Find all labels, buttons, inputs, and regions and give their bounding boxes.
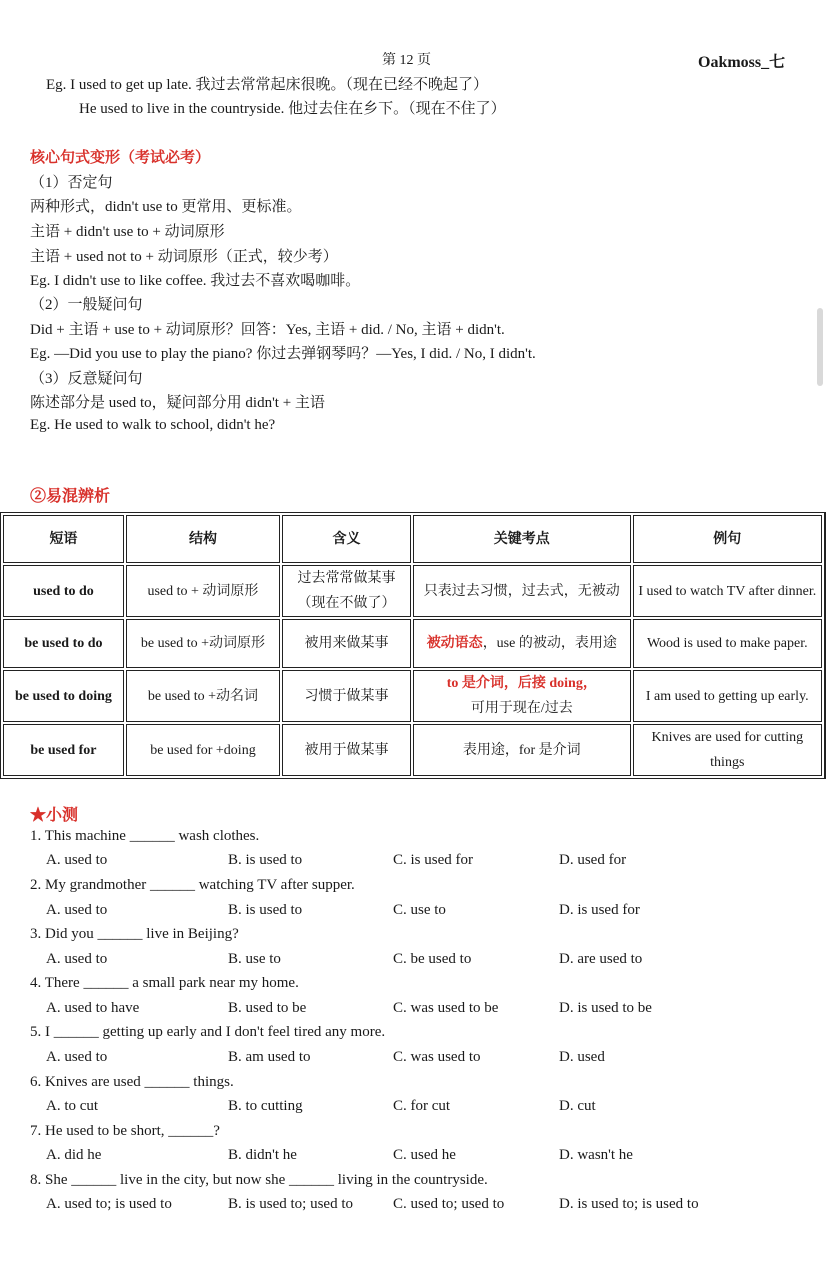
option-a: A. to cut xyxy=(46,1098,99,1114)
option-a: A. used to; is used to xyxy=(46,1196,172,1212)
header-phrase: 短语 xyxy=(3,515,124,563)
core-section-title: 核心句式变形（考试必考） xyxy=(30,150,211,166)
table-row xyxy=(3,670,822,722)
brand-label: Oakmoss_七 xyxy=(698,54,786,71)
option-b: B. is used to xyxy=(228,852,303,868)
cell-key-point-text: 可用于现在/过去 xyxy=(470,701,573,716)
table-row xyxy=(3,619,822,668)
option-c: C. used he xyxy=(393,1147,456,1163)
option-d: D. is used for xyxy=(559,902,640,918)
option-d: D. is used to; is used to xyxy=(559,1196,699,1212)
option-b: B. use to xyxy=(228,951,281,967)
option-c: C. was used to be xyxy=(393,1000,499,1016)
cell-meaning: 被用于做某事 xyxy=(282,724,411,776)
option-c: C. use to xyxy=(393,902,446,918)
cell-example: Knives are used for cutting things xyxy=(633,724,822,776)
cell-meaning: 过去常常做某事（现在不做了） xyxy=(282,565,411,617)
core-line-question-form: Did + 主语 + use to + 动词原形？回答：Yes, 主语 + did. / No, 主语 + didn't. xyxy=(30,322,505,338)
option-c: C. used to; used to xyxy=(393,1196,505,1212)
cell-example: I am used to getting up early. xyxy=(633,670,822,722)
page-number: 第 12 页 xyxy=(382,53,431,68)
option-a: A. used to xyxy=(46,852,108,868)
option-a: A. used to xyxy=(46,902,108,918)
header-key-point: 关键考点 xyxy=(413,515,631,563)
comparison-table xyxy=(0,512,826,779)
cell-meaning: 被用来做某事 xyxy=(282,619,411,668)
cell-structure: be used for +doing xyxy=(126,724,280,776)
core-line-form-b: 主语 + used not to + 动词原形（正式，较少考） xyxy=(30,249,338,265)
header-meaning: 含义 xyxy=(282,515,411,563)
cell-key-point xyxy=(413,565,631,617)
option-b: B. am used to xyxy=(228,1049,311,1065)
option-d: D. used xyxy=(559,1049,605,1065)
question-stem: 7. He used to be short, ______? xyxy=(30,1123,220,1139)
table-header-row xyxy=(3,515,822,563)
option-c: C. is used for xyxy=(393,852,473,868)
core-line-question-example: Eg. —Did you use to play the piano? 你过去弹钢琴吗？—Yes, I did. / No, I didn't. xyxy=(30,346,536,362)
quiz-title: ★小测 xyxy=(30,807,79,824)
intro-example-1: Eg. I used to get up late. 我过去常常起床很晚。（现在已经不晚起了） xyxy=(46,77,489,93)
cell-key-point-highlight: 被动语态 xyxy=(426,636,483,651)
question-stem: 5. I ______ getting up early and I don't feel tired any more. xyxy=(30,1024,386,1040)
cell-key-point xyxy=(413,670,631,722)
core-line-tag-example: Eg. He used to walk to school, didn't he? xyxy=(30,417,276,433)
question-stem: 4. There ______ a small park near my home. xyxy=(30,975,299,991)
question-stem: 2. My grandmother ______ watching TV after supper. xyxy=(30,877,355,893)
option-d: D. is used to be xyxy=(559,1000,652,1016)
cell-key-point xyxy=(413,619,631,668)
table-row xyxy=(3,565,822,617)
header-structure: 结构 xyxy=(126,515,280,563)
core-line-negative-heading: （1）否定句 xyxy=(30,175,113,191)
question-stem: 1. This machine ______ wash clothes. xyxy=(30,828,260,844)
header-example: 例句 xyxy=(633,515,822,563)
core-line-tag-heading: （3）反意疑问句 xyxy=(30,371,143,387)
option-a: A. did he xyxy=(46,1147,102,1163)
cell-structure: used to + 动词原形 xyxy=(126,565,280,617)
option-a: A. used to xyxy=(46,951,108,967)
cell-phrase: be used to do xyxy=(3,619,124,668)
question-stem: 6. Knives are used ______ things. xyxy=(30,1074,234,1090)
option-b: B. is used to xyxy=(228,902,303,918)
scrollbar-thumb[interactable] xyxy=(817,308,823,386)
core-line-two-forms: 两种形式，didn't use to 更常用、更标准。 xyxy=(30,199,302,215)
cell-example: Wood is used to make paper. xyxy=(633,619,822,668)
cell-phrase: be used to doing xyxy=(3,670,124,722)
option-c: C. for cut xyxy=(393,1098,451,1114)
option-c: C. be used to xyxy=(393,951,472,967)
intro-example-2: He used to live in the countryside. 他过去住在乡下。（现在不住了） xyxy=(79,101,506,117)
cell-phrase: used to do xyxy=(3,565,124,617)
option-b: B. to cutting xyxy=(228,1098,303,1114)
cell-key-point-text: 只表过去习惯，过去式，无被动 xyxy=(423,583,620,599)
option-a: A. used to have xyxy=(46,1000,140,1016)
question-stem: 3. Did you ______ live in Beijing? xyxy=(30,926,239,942)
cell-example: I used to watch TV after dinner. xyxy=(633,565,822,617)
option-d: D. wasn't he xyxy=(559,1147,633,1163)
question-stem: 8. She ______ live in the city, but now she ______ living in the countryside. xyxy=(30,1172,488,1188)
option-d: D. cut xyxy=(559,1098,596,1114)
option-d: D. are used to xyxy=(559,951,643,967)
cell-key-point-highlight: to 是介词，后接 doing， xyxy=(446,676,597,691)
cell-phrase: be used for xyxy=(3,724,124,776)
cell-key-point-text: 表用途，for 是介词 xyxy=(462,742,581,758)
confusion-section-title: ②易混辨析 xyxy=(30,488,111,505)
cell-structure: be used to +动名词 xyxy=(126,670,280,722)
option-b: B. is used to; used to xyxy=(228,1196,354,1212)
core-line-question-heading: （2）一般疑问句 xyxy=(30,297,143,313)
cell-key-point-text: ，use 的被动，表用途 xyxy=(482,636,617,651)
cell-structure: be used to +动词原形 xyxy=(126,619,280,668)
option-a: A. used to xyxy=(46,1049,108,1065)
option-d: D. used for xyxy=(559,852,627,868)
cell-meaning: 习惯于做某事 xyxy=(282,670,411,722)
option-b: B. used to be xyxy=(228,1000,307,1016)
table-row xyxy=(3,724,822,776)
core-line-negative-example: Eg. I didn't use to like coffee. 我过去不喜欢喝咖啡。 xyxy=(30,273,361,289)
core-line-tag-form: 陈述部分是 used to，疑问部分用 didn't + 主语 xyxy=(30,395,325,411)
cell-key-point xyxy=(413,724,631,776)
core-line-form-a: 主语 + didn't use to + 动词原形 xyxy=(30,224,225,240)
option-b: B. didn't he xyxy=(228,1147,297,1163)
option-c: C. was used to xyxy=(393,1049,481,1065)
